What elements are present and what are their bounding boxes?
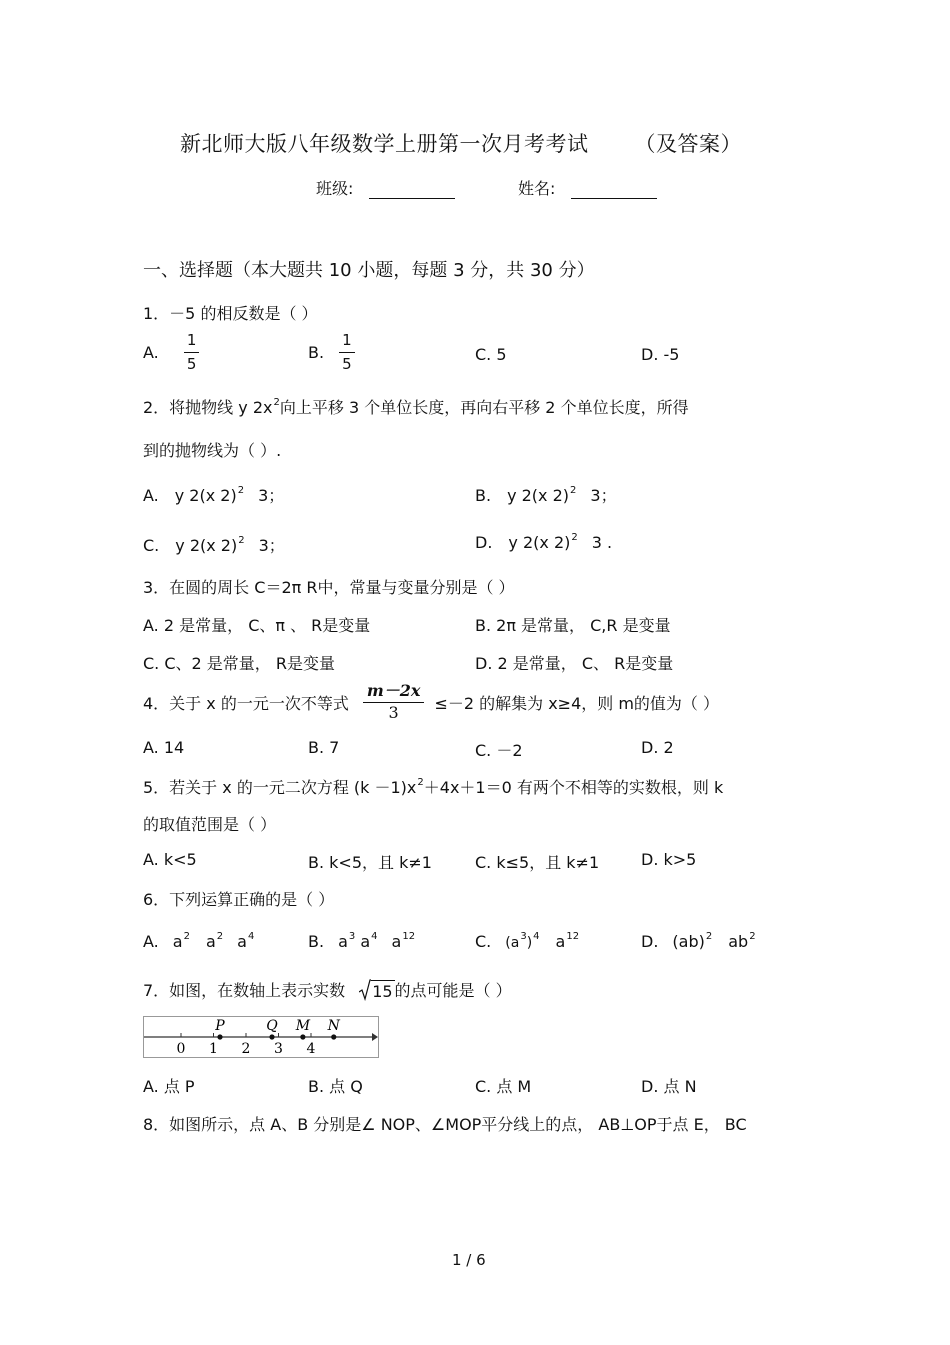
q7-option-d: D. 点 N [641,1077,697,1096]
q7-option-a: A. 点 P [143,1077,195,1096]
q4-option-a: A. 14 [143,738,185,757]
tick-label: 1 [209,1041,218,1057]
q4-stem-b: ≤－2 的解集为 x≥4，则 m的值为（ ） [434,693,720,713]
q4-stem-a: 4．关于 x 的一元一次不等式 [143,693,349,713]
q7-stem-a: 7．如图，在数轴上表示实数 [143,981,346,1000]
q7-option-b: B. 点 Q [308,1077,363,1096]
q7-radicand: 15 [372,981,393,1001]
title-main: 新北师大版八年级数学上册第一次月考考试 [180,132,589,156]
q4-frac-den: 3 [388,703,399,722]
q2-option-d [475,533,612,552]
q2-a-tail: 3； [258,486,285,505]
q2-d-label: D. [475,533,493,552]
q6-stem: 6．下列运算正确的是（ ） [143,890,335,909]
q5-line1-exp: 2 [417,777,424,788]
q1-a-num: 1 [184,333,200,353]
q7-stem [143,978,512,1001]
q2-a-expr: y 2(x 2) [174,486,237,505]
q5-option-b: B. k<5，且 k≠1 [308,853,432,872]
q5-line1-a: 5．若关于 x 的一元二次方程 (k －1)x [143,778,417,797]
q4-option-b: B. 7 [308,738,340,757]
q2-c-exp: 2 [238,535,245,546]
q1-b-den: 5 [342,355,352,373]
q1-option-a [143,333,199,372]
title-suffix: （及答案） [634,132,742,156]
point-dot [269,1034,274,1039]
tick-label: 2 [241,1041,251,1057]
name-blank[interactable] [571,182,657,199]
q4-option-c: C. －2 [475,741,523,760]
point-label: P [215,1018,225,1034]
q6-option-a: A. $a^2$ $a^2$ $a^4$ [143,931,255,951]
q2-option-c [143,533,285,556]
q6-option-b: B. $a^3$ $a^4$ $a^{12}$ [308,931,416,951]
q2-b-label: B. [475,486,492,505]
q5-option-c: C. k≤5，且 k≠1 [475,853,600,872]
section-heading: 一、选择题（本大题共 10 小题，每题 3 分，共 30 分） [143,260,595,281]
q5-line1-b: ＋4x＋1＝0 有两个不相等的实数根，则 k [423,778,724,797]
point-dot [300,1034,305,1039]
number-line-figure [143,1016,379,1058]
q6-c-label: C. [475,932,492,951]
q2-c-expr: y 2(x 2) [175,536,238,555]
q2-line1-a: 2．将抛物线 y 2x [143,398,273,417]
q1-stem: 1．－5 的相反数是（ ） [143,304,318,323]
q7-sqrt [359,979,394,1001]
q1-option-c: C. 5 [475,345,507,364]
q2-option-a [143,483,284,506]
q5-line2: 的取值范围是（ ） [143,815,277,834]
tick-label: 3 [274,1041,283,1057]
q1-a-den: 5 [186,355,197,373]
q1-b-label: B. [308,343,325,362]
point-dot [217,1034,222,1039]
q3-option-d: D. 2 是常量， C、 R是变量 [475,654,674,673]
q4-fraction [363,683,425,721]
name-field [518,176,657,199]
q2-line1-b: 向上平移 3 个单位长度，再向右平移 2 个单位长度，所得 [279,398,689,417]
name-label: 姓名: [518,179,556,198]
tick-label: 4 [306,1041,316,1057]
q4-option-d: D. 2 [641,738,674,757]
q6-d-label: D. [641,932,659,951]
q2-d-expr: y 2(x 2) [508,533,571,552]
axis-arrow-icon [372,1033,378,1041]
q1-option-d: D. -5 [641,345,680,364]
q3-option-b: B. 2π 是常量， C,R 是变量 [475,616,671,635]
q6-b-label: B. [308,932,325,951]
q1-option-b [308,333,355,372]
q6-option-c: C. $(a^3)^4$ $a^{12}$ [475,931,580,951]
q1-b-fraction [339,333,355,372]
q5-option-d: D. k>5 [641,850,697,869]
page-title [180,128,742,158]
q2-c-tail: 3； [258,536,285,555]
q1-a-label: A. [143,343,159,362]
number-line-svg [144,1017,378,1057]
q2-line1 [143,395,689,418]
point-label: Q [266,1018,278,1034]
q5-option-a: A. k<5 [143,850,197,869]
q3-option-c: C. C、2 是常量， R是变量 [143,654,335,673]
q5-line1 [143,775,723,798]
class-label: 班级: [316,179,354,198]
q2-option-b [475,483,617,506]
class-blank[interactable] [369,182,455,199]
q8-stem: 8．如图所示，点 A、B 分别是∠ NOP、∠MOP平分线上的点， AB⊥OP于点 E， BC [143,1115,747,1134]
q6-option-d: D. (ab)$^2$ $ab^2$ [641,931,756,951]
q2-a-label: A. [143,486,159,505]
q2-a-exp: 2 [237,485,245,496]
tick-label: 0 [176,1041,186,1057]
radical-sign-icon [359,979,371,1001]
q4-stem [143,680,719,724]
point-label: M [295,1018,311,1034]
q1-b-num: 1 [339,333,355,353]
q2-line2: 到的抛物线为（ ）. [143,441,282,460]
point-dot [331,1034,336,1039]
q3-stem: 3．在圆的周长 C＝2π R中，常量与变量分别是（ ） [143,578,515,597]
q3-option-a: A. 2 是常量， C、π 、 R是变量 [143,616,371,635]
point-label: N [327,1018,340,1034]
q2-b-tail: 3； [590,486,617,505]
q2-d-exp: 2 [571,532,578,543]
q6-a-label: A. [143,932,159,951]
q2-b-exp: 2 [570,485,577,496]
q2-b-expr: y 2(x 2) [507,486,570,505]
q2-c-label: C. [143,536,160,555]
q4-frac-num: m－2x [363,683,425,703]
q2-d-tail: 3 . [591,533,613,552]
q1-a-fraction [184,333,200,372]
q7-stem-b: 的点可能是（ ） [394,981,512,1000]
q2-line1-exp: 2 [273,397,280,408]
q7-option-c: C. 点 M [475,1077,532,1096]
page-number: 1 / 6 [452,1251,486,1269]
class-field [316,176,455,199]
